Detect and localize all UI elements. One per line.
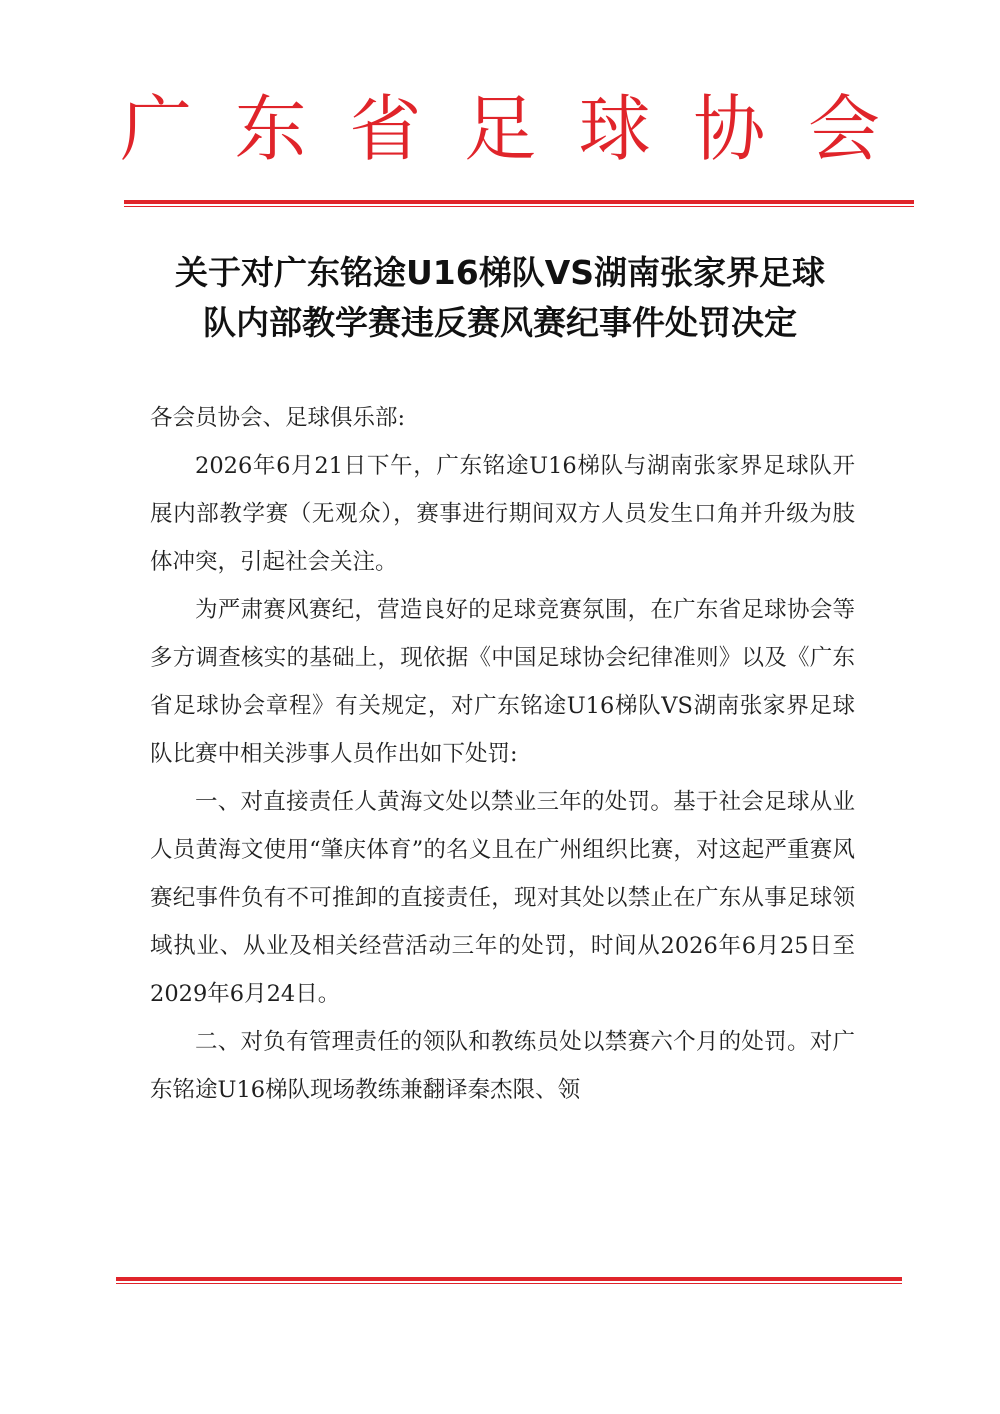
letterhead-char: 足 [463,87,536,171]
paragraph: 二、对负有管理责任的领队和教练员处以禁赛六个月的处罚。对广东铭途U16梯队现场教练兼翻译秦杰限、领 [150,1029,855,1103]
document-title [140,248,860,348]
title-line-2: 队内部教学赛违反赛风赛纪事件处罚决定 [203,303,797,342]
letterhead-divider [124,200,914,204]
letterhead-char: 广 [120,87,193,171]
letterhead-char: 东 [234,87,307,171]
letterhead-char: 会 [807,87,880,171]
letterhead-char: 省 [349,87,422,171]
paragraph: 2026年6月21日下午，广东铭途U16梯队与湖南张家界足球队开展内部教学赛（无观众），赛事进行期间双方人员发生口角并升级为肢体冲突，引起社会关注。 [150,453,855,575]
paragraph: 为严肃赛风赛纪，营造良好的足球竞赛氛围，在广东省足球协会等多方调查核实的基础上，现依据《中国足球协会纪律准则》以及《广东省足球协会章程》有关规定，对广东铭途U16梯队VS湖南张家界足球队比赛中相关涉事人员作出如下处罚: [150,597,855,767]
document-body [150,394,855,1114]
letterhead [120,84,880,174]
paragraph: 一、对直接责任人黄海文处以禁业三年的处罚。基于社会足球从业人员黄海文使用“肇庆体育”的名义且在广州组织比赛，对这起严重赛风赛纪事件负有不可推卸的直接责任，现对其处以禁止在广东从事足球领域执业、从业及相关经营活动三年的处罚，时间从2026年6月25日至2029年6月24日。 [150,789,855,1007]
letterhead-char: 球 [578,87,651,171]
title-line-1: 关于对广东铭途U16梯队VS湖南张家界足球 [174,253,826,292]
footer-divider [116,1277,902,1281]
letterhead-char: 协 [693,87,766,171]
salutation: 各会员协会、足球俱乐部: [150,405,406,431]
